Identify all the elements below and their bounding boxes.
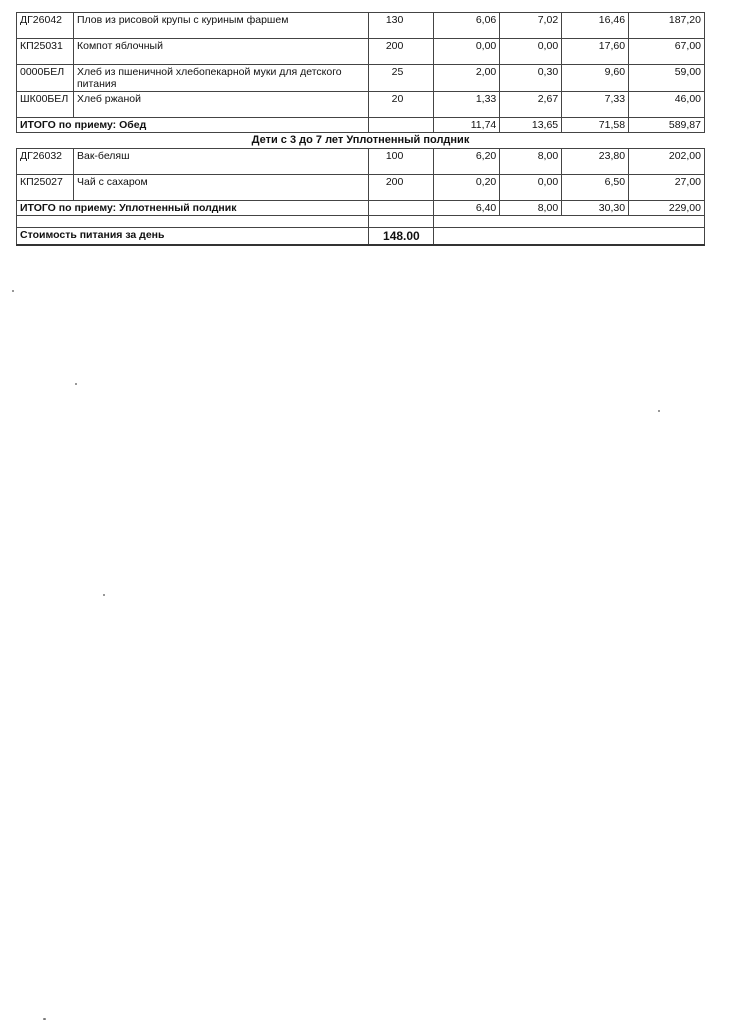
item-name: Чай с сахаром bbox=[73, 175, 368, 201]
table-row bbox=[17, 13, 705, 39]
menu-table bbox=[16, 12, 705, 246]
item-qty: 130 bbox=[369, 13, 434, 39]
item-name: Вак-беляш bbox=[73, 149, 368, 175]
item-kcal: 59,00 bbox=[629, 65, 705, 92]
item-qty: 25 bbox=[369, 65, 434, 92]
item-carbs: 17,60 bbox=[562, 39, 629, 65]
item-kcal: 202,00 bbox=[629, 149, 705, 175]
item-fat: 0,00 bbox=[500, 39, 562, 65]
snack-total-qty bbox=[369, 201, 434, 216]
snack-section-title: Дети с 3 до 7 лет Уплотненный полдник bbox=[17, 133, 705, 149]
snack-total-fat: 8,00 bbox=[500, 201, 562, 216]
item-protein: 6,06 bbox=[434, 13, 500, 39]
snack-total-row bbox=[17, 201, 705, 216]
item-fat: 0,30 bbox=[500, 65, 562, 92]
item-carbs: 9,60 bbox=[562, 65, 629, 92]
section-header-row bbox=[17, 133, 705, 149]
item-code: КП25027 bbox=[17, 175, 74, 201]
item-fat: 7,02 bbox=[500, 13, 562, 39]
scan-speck bbox=[12, 290, 14, 292]
item-fat: 2,67 bbox=[500, 92, 562, 118]
table-row bbox=[17, 39, 705, 65]
item-qty: 200 bbox=[369, 175, 434, 201]
blank-cell bbox=[434, 216, 705, 228]
item-name: Хлеб ржаной bbox=[73, 92, 368, 118]
blank-cell bbox=[17, 216, 369, 228]
item-code: 0000БЕЛ bbox=[17, 65, 74, 92]
item-protein: 0,20 bbox=[434, 175, 500, 201]
lunch-total-qty bbox=[369, 118, 434, 133]
item-fat: 0,00 bbox=[500, 175, 562, 201]
item-protein: 2,00 bbox=[434, 65, 500, 92]
item-protein: 6,20 bbox=[434, 149, 500, 175]
scan-speck bbox=[658, 410, 660, 412]
lunch-total-carbs: 71,58 bbox=[562, 118, 629, 133]
item-kcal: 187,20 bbox=[629, 13, 705, 39]
item-kcal: 46,00 bbox=[629, 92, 705, 118]
snack-total-protein: 6,40 bbox=[434, 201, 500, 216]
item-name: Хлеб из пшеничной хлебопекарной муки для детского питания bbox=[73, 65, 368, 92]
daily-cost-label: Стоимость питания за день bbox=[17, 228, 369, 246]
item-carbs: 6,50 bbox=[562, 175, 629, 201]
item-qty: 20 bbox=[369, 92, 434, 118]
daily-cost-value: 148.00 bbox=[369, 228, 434, 246]
scan-speck bbox=[75, 383, 77, 385]
lunch-total-fat: 13,65 bbox=[500, 118, 562, 133]
item-kcal: 67,00 bbox=[629, 39, 705, 65]
item-code: ДГ26032 bbox=[17, 149, 74, 175]
item-code: ДГ26042 bbox=[17, 13, 74, 39]
scan-speck bbox=[43, 1018, 46, 1020]
item-protein: 1,33 bbox=[434, 92, 500, 118]
lunch-total-protein: 11,74 bbox=[434, 118, 500, 133]
table-row bbox=[17, 92, 705, 118]
item-qty: 200 bbox=[369, 39, 434, 65]
item-code: ШК00БЕЛ bbox=[17, 92, 74, 118]
daily-cost-row bbox=[17, 228, 705, 246]
item-fat: 8,00 bbox=[500, 149, 562, 175]
blank-row bbox=[17, 216, 705, 228]
item-qty: 100 bbox=[369, 149, 434, 175]
item-name: Плов из рисовой крупы с куриным фаршем bbox=[73, 13, 368, 39]
item-carbs: 7,33 bbox=[562, 92, 629, 118]
snack-total-label: ИТОГО по приему: Уплотненный полдник bbox=[17, 201, 369, 216]
item-carbs: 16,46 bbox=[562, 13, 629, 39]
lunch-total-row bbox=[17, 118, 705, 133]
lunch-total-label: ИТОГО по приему: Обед bbox=[17, 118, 369, 133]
blank-cell bbox=[369, 216, 434, 228]
item-carbs: 23,80 bbox=[562, 149, 629, 175]
snack-total-carbs: 30,30 bbox=[562, 201, 629, 216]
item-protein: 0,00 bbox=[434, 39, 500, 65]
item-name: Компот яблочный bbox=[73, 39, 368, 65]
scan-speck bbox=[103, 594, 105, 596]
item-kcal: 27,00 bbox=[629, 175, 705, 201]
snack-total-kcal: 229,00 bbox=[629, 201, 705, 216]
item-code: КП25031 bbox=[17, 39, 74, 65]
table-row bbox=[17, 65, 705, 92]
daily-cost-empty bbox=[434, 228, 705, 246]
table-row bbox=[17, 175, 705, 201]
lunch-total-kcal: 589,87 bbox=[629, 118, 705, 133]
table-row bbox=[17, 149, 705, 175]
